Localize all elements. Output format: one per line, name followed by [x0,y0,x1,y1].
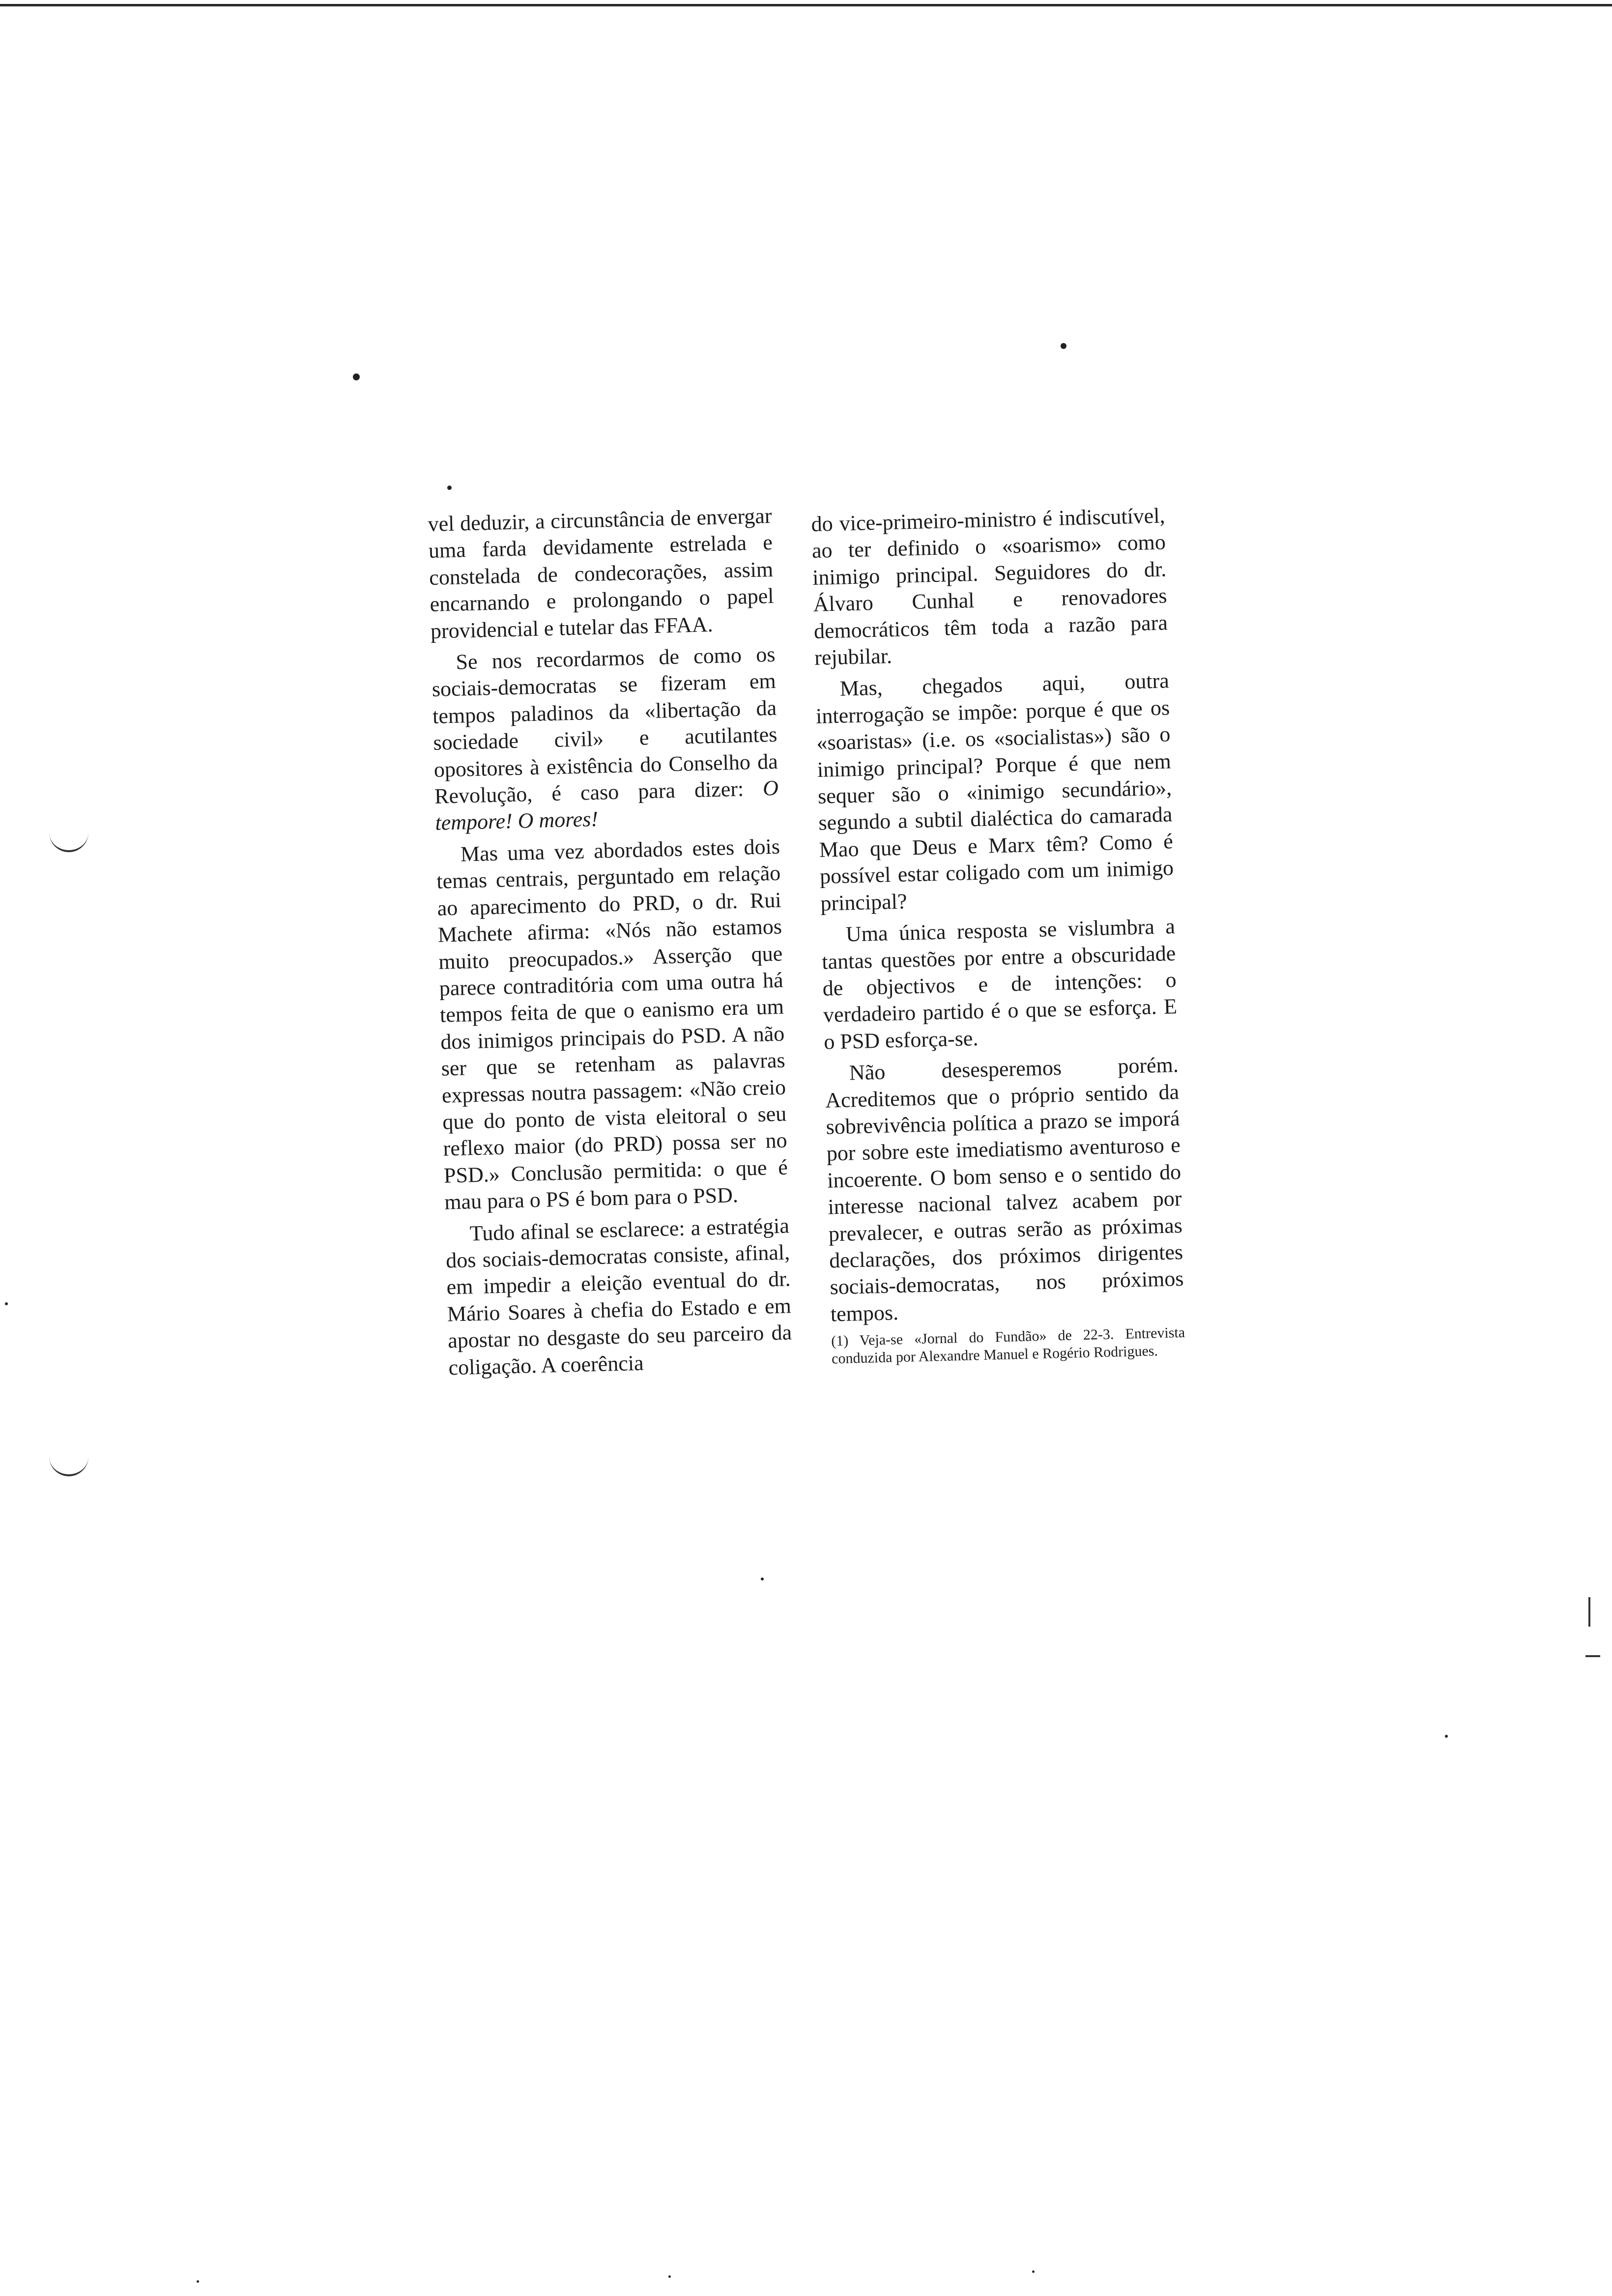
top-scan-border [0,4,1612,6]
left-paragraph: Tudo afinal se esclarece: a estratégia dos sociais-democratas consiste, afinal, em impedir a eleição eventual do dr. Mário Soares à chefia do Estado e em apostar no desgaste do seu parceiro da coligação. A coerência [445,1213,792,1380]
scan-speck [1061,343,1066,349]
latin-quote: O tempore! O mores! [434,775,779,835]
right-paragraph: Uma única resposta se vislumbra a tantas questões por entre a obscuridade de objectivos e de intenções: o verdadeiro partido é o que se esforça. E o PSD esforça-se. [821,914,1178,1054]
edge-mark [1585,1655,1600,1657]
binding-hole-mark-upper [49,831,88,852]
scan-speck [197,2280,199,2283]
article-left-column [428,503,793,1386]
scan-speck [1445,1735,1448,1738]
right-paragraph: Mas, chegados aqui, outra interrogação se impõe: porque é que os «soaristas» (i.e. os «socialistas») são o inimigo principal? Porque é que nem sequer são o «inimigo secundário», segundo a subtil dialéctica do camarada Mao que Deus e Marx têm? Como é possível estar coligado com um inimigo principal? [815,668,1174,916]
left-paragraph: vel deduzir, a circunstância de envergar uma farda devidamente estrelada e constelada de condecorações, assim encarnando e prolongando o papel providencial e tutelar das FFAA. [428,503,775,643]
edge-mark [1588,1597,1590,1627]
left-paragraph: Mas uma vez abordados estes dois temas centrais, perguntado em relação ao aparecimento do PRD, o dr. Rui Machete afirma: «Nós não estamos muito preocupados.» Asserção que parece contraditória com uma outra há tempos feita de que o eanismo era um dos inimigos principais do PSD. A não ser que se retenham as palavras expressas noutra passagem: «Não creio que do ponto de vista eleitoral o seu reflexo maior (do PRD) possa ser no PSD.» Conclusão permitida: o que é mau para o PS é bom para o PSD. [436,834,788,1214]
footnote: (1) Veja-se «Jornal do Fundão» de 22-3. Entrevista conduzida por Alexandre Manuel e Rogério Rodrigues. [831,1324,1185,1367]
article-right-column [811,502,1186,1373]
left-paragraph [431,641,779,837]
scan-speck [353,373,360,380]
left-paragraph-text: Se nos recordarmos de como os sociais-democratas se fizeram em tempos paladinos da «libertação da sociedade civil» e acutilantes opositores à existência do Conselho da Revolução, é caso para dizer: [432,642,778,808]
scan-speck [761,1578,764,1580]
right-paragraph: do vice-primeiro-ministro é indiscutível, ao ter definido o «soarismo» como inimigo principal. Seguidores do dr. Álvaro Cunhal e renovadores democráticos têm toda a razão para rejubilar. [811,503,1168,670]
binding-hole-mark-lower [49,1455,88,1476]
scan-speck [1032,2270,1035,2273]
scan-speck [5,1302,8,1305]
scan-speck [447,486,452,490]
right-paragraph: Não desesperemos porém. Acreditemos que o próprio sentido da sobrevivência política a prazo se imporá por sobre este imediatismo aventuroso e incoerente. O bom senso e o sentido do interesse nacional talvez acabem por prevalecer, e outras serão as próximas declarações, dos próximos dirigentes sociais-democratas, nos próximos tempos. [825,1053,1184,1326]
scan-speck [668,2275,671,2278]
